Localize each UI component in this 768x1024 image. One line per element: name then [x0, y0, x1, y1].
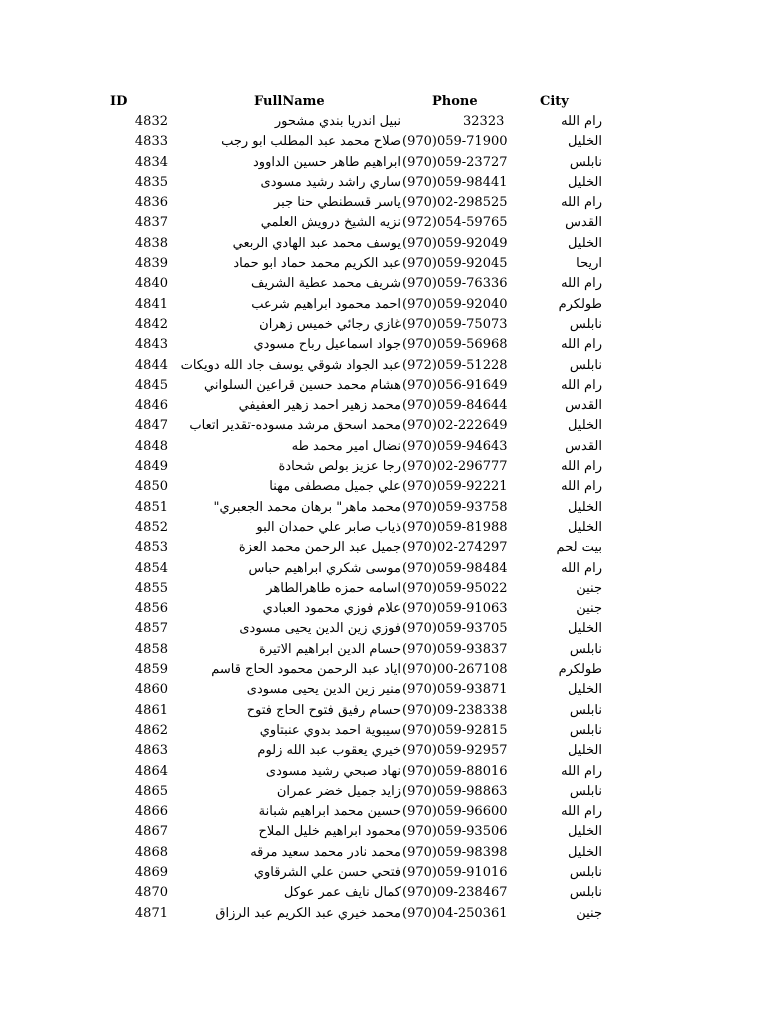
- table-row: [0, 559, 768, 579]
- cell-phone[interactable]: (970)059-84644: [402, 398, 508, 414]
- cell-phone[interactable]: (970)059-91016: [402, 864, 508, 880]
- cell-fullname[interactable]: حسين محمد ابراهيم شبانة: [258, 804, 401, 820]
- cell-city[interactable]: نابلس: [569, 702, 602, 718]
- cell-id[interactable]: 4848: [134, 438, 168, 454]
- cell-phone[interactable]: (970)09-238467: [402, 885, 508, 901]
- cell-city[interactable]: نابلس: [569, 885, 602, 901]
- cell-fullname[interactable]: ذياب صابر علي حمدان البو: [256, 519, 401, 535]
- cell-id[interactable]: 4835: [134, 174, 168, 190]
- cell-city[interactable]: الخليل: [567, 844, 602, 860]
- cell-phone[interactable]: (970)09-238338: [402, 702, 508, 718]
- table-row: [0, 619, 768, 639]
- cell-phone[interactable]: (970)059-95022: [402, 580, 508, 596]
- cell-id[interactable]: 4857: [134, 621, 168, 637]
- table-row: [0, 599, 768, 619]
- header-id[interactable]: ID: [110, 94, 128, 109]
- cell-phone[interactable]: (970)059-92040: [402, 296, 508, 312]
- cell-city[interactable]: الخليل: [567, 174, 602, 190]
- cell-id[interactable]: 4837: [134, 215, 168, 231]
- table-row: [0, 802, 768, 822]
- header-fullname[interactable]: FullName: [254, 94, 325, 109]
- cell-fullname[interactable]: محمد اسحق مرشد مسوده-تقدير اتعاب: [189, 418, 401, 434]
- cell-id[interactable]: 4852: [134, 519, 168, 535]
- cell-city[interactable]: الخليل: [567, 418, 602, 434]
- cell-id[interactable]: 4862: [134, 722, 168, 738]
- cell-city[interactable]: جنين: [576, 580, 602, 596]
- cell-city[interactable]: رام الله: [561, 276, 602, 292]
- cell-phone[interactable]: (970)059-75073: [402, 316, 508, 332]
- cell-id[interactable]: 4870: [134, 885, 168, 901]
- table-row: [0, 457, 768, 477]
- cell-fullname[interactable]: نضال امير محمد طه: [291, 438, 401, 454]
- cell-fullname[interactable]: جواد اسماعيل رباح مسودي: [253, 337, 401, 353]
- table-row: [0, 254, 768, 274]
- cell-fullname[interactable]: خيري يعقوب عبد الله زلوم: [257, 743, 401, 759]
- cell-fullname[interactable]: محمد ماهر" برهان محمد الجعبري": [213, 499, 401, 515]
- header-city[interactable]: City: [540, 94, 569, 109]
- cell-phone[interactable]: (970)059-93871: [402, 682, 508, 698]
- cell-phone[interactable]: (970)059-92045: [402, 256, 508, 272]
- cell-fullname[interactable]: فوزي زين الدين يحيى مسودى: [239, 621, 401, 637]
- cell-id[interactable]: 4841: [134, 296, 168, 312]
- cell-phone[interactable]: (970)059-93705: [402, 621, 508, 637]
- cell-id[interactable]: 4865: [134, 783, 168, 799]
- cell-fullname[interactable]: ياسر قسطنطي حنا جبر: [274, 195, 401, 211]
- cell-fullname[interactable]: محمد خيري عبد الكريم عبد الرزاق: [215, 905, 401, 921]
- table-row: [0, 295, 768, 315]
- cell-id[interactable]: 4859: [134, 662, 168, 678]
- cell-fullname[interactable]: موسى شكري ابراهيم حباس: [248, 560, 401, 576]
- cell-city[interactable]: الخليل: [567, 682, 602, 698]
- cell-phone[interactable]: (970)059-96600: [402, 804, 508, 820]
- cell-id[interactable]: 4844: [134, 357, 168, 373]
- cell-phone[interactable]: (970)059-81988: [402, 519, 508, 535]
- cell-id[interactable]: 4866: [134, 804, 168, 820]
- cell-city[interactable]: نابلس: [569, 722, 602, 738]
- table-row: [0, 396, 768, 416]
- cell-city[interactable]: نابلس: [569, 316, 602, 332]
- cell-city[interactable]: الخليل: [567, 134, 602, 150]
- table-row: [0, 721, 768, 741]
- cell-fullname[interactable]: زايد جميل خضر عمران: [276, 783, 401, 799]
- cell-city[interactable]: الخليل: [567, 621, 602, 637]
- cell-city[interactable]: القدس: [565, 398, 602, 414]
- table-row: [0, 579, 768, 599]
- cell-phone[interactable]: (970)059-92815: [402, 722, 508, 738]
- cell-id[interactable]: 4849: [134, 459, 168, 475]
- cell-city[interactable]: رام الله: [561, 459, 602, 475]
- cell-phone[interactable]: (970)059-98484: [402, 560, 508, 576]
- cell-city[interactable]: رام الله: [561, 337, 602, 353]
- header-row: [0, 92, 768, 112]
- cell-city[interactable]: نابلس: [569, 641, 602, 657]
- table-row: [0, 883, 768, 903]
- spreadsheet-table: [0, 92, 768, 924]
- cell-phone[interactable]: (970)059-93837: [402, 641, 508, 657]
- table-row: [0, 640, 768, 660]
- table-row: [0, 153, 768, 173]
- table-row: [0, 416, 768, 436]
- cell-fullname[interactable]: هشام محمد حسين قراعين السلواني: [204, 377, 401, 393]
- table-row: [0, 213, 768, 233]
- cell-id[interactable]: 4847: [134, 418, 168, 434]
- cell-fullname[interactable]: حسام الدين ابراهيم الاتيرة: [259, 641, 401, 657]
- cell-fullname[interactable]: نزيه الشيخ درويش العلمي: [260, 215, 401, 231]
- cell-fullname[interactable]: منير زين الدين يحيى مسودى: [246, 682, 401, 698]
- cell-phone[interactable]: (972)059-51228: [402, 357, 508, 373]
- cell-fullname[interactable]: جميل عبد الرحمن محمد العزة: [238, 540, 401, 556]
- table-row: [0, 437, 768, 457]
- cell-id[interactable]: 4840: [134, 276, 168, 292]
- cell-id[interactable]: 4843: [134, 337, 168, 353]
- cell-city[interactable]: رام الله: [561, 377, 602, 393]
- cell-city[interactable]: نابلس: [569, 783, 602, 799]
- table-row: [0, 863, 768, 883]
- cell-fullname[interactable]: محمد نادر محمد سعيد مرقه: [250, 844, 401, 860]
- table-body: [0, 112, 768, 924]
- table-row: [0, 173, 768, 193]
- cell-city[interactable]: جنين: [576, 601, 602, 617]
- cell-city[interactable]: رام الله: [561, 804, 602, 820]
- cell-city[interactable]: رام الله: [561, 560, 602, 576]
- table-row: [0, 498, 768, 518]
- cell-fullname[interactable]: احمد محمود ابراهيم شرعب: [251, 296, 401, 312]
- cell-fullname[interactable]: نهاد صبحي رشيد مسودى: [265, 763, 401, 779]
- table-row: [0, 132, 768, 152]
- table-row: [0, 274, 768, 294]
- cell-city[interactable]: بيت لحم: [556, 540, 602, 556]
- cell-id[interactable]: 4864: [134, 763, 168, 779]
- cell-fullname[interactable]: ساري راشد رشيد مسودى: [260, 174, 401, 190]
- cell-id[interactable]: 4868: [134, 844, 168, 860]
- cell-fullname[interactable]: سيبوية احمد بدوي عنبتاوي: [259, 722, 401, 738]
- cell-phone[interactable]: (970)059-94643: [402, 438, 508, 454]
- cell-fullname[interactable]: كمال نايف عمر عوكل: [283, 885, 401, 901]
- cell-id[interactable]: 4858: [134, 641, 168, 657]
- table-row: [0, 315, 768, 335]
- cell-phone[interactable]: (970)059-91063: [402, 601, 508, 617]
- cell-fullname[interactable]: اسامه حمزه طاهرالطاهر: [266, 580, 401, 596]
- cell-phone[interactable]: (970)02-298525: [402, 195, 508, 211]
- cell-phone[interactable]: (970)059-92049: [402, 235, 508, 251]
- table-row: [0, 782, 768, 802]
- cell-phone[interactable]: (970)059-92221: [402, 479, 508, 495]
- cell-fullname[interactable]: محمد زهير احمد زهير العفيفي: [238, 398, 401, 414]
- cell-fullname[interactable]: اياد عبد الرحمن محمود الحاج قاسم: [211, 662, 401, 678]
- cell-phone[interactable]: (970)02-296777: [402, 459, 508, 475]
- cell-city[interactable]: الخليل: [567, 824, 602, 840]
- cell-id[interactable]: 4838: [134, 235, 168, 251]
- cell-fullname[interactable]: صلاح محمد عبد المطلب ابو رجب: [221, 134, 401, 150]
- cell-id[interactable]: 4856: [134, 601, 168, 617]
- cell-id[interactable]: 4854: [134, 560, 168, 576]
- cell-id[interactable]: 4833: [134, 134, 168, 150]
- cell-phone[interactable]: (972)054-59765: [402, 215, 508, 231]
- cell-phone[interactable]: (970)056-91649: [402, 377, 508, 393]
- table-row: [0, 234, 768, 254]
- cell-phone[interactable]: (970)059-23727: [402, 154, 508, 170]
- table-row: [0, 701, 768, 721]
- cell-id[interactable]: 4851: [134, 499, 168, 515]
- cell-city[interactable]: نابلس: [569, 357, 602, 373]
- cell-city[interactable]: الخليل: [567, 519, 602, 535]
- cell-fullname[interactable]: فتحي حسن علي الشرقاوي: [253, 864, 401, 880]
- cell-fullname[interactable]: عبد الجواد شوقي يوسف جاد الله دويكات: [180, 357, 401, 373]
- cell-id[interactable]: 4867: [134, 824, 168, 840]
- cell-city[interactable]: رام الله: [561, 479, 602, 495]
- cell-id[interactable]: 4832: [134, 114, 168, 129]
- cell-fullname[interactable]: غازي رجائي خميس زهران: [259, 316, 401, 332]
- table-row: [0, 660, 768, 680]
- table-row: [0, 193, 768, 213]
- cell-id[interactable]: 4836: [134, 195, 168, 211]
- cell-phone[interactable]: (970)059-98863: [402, 783, 508, 799]
- cell-city[interactable]: نابلس: [569, 864, 602, 880]
- header-phone[interactable]: Phone: [432, 94, 478, 109]
- cell-fullname[interactable]: شريف محمد عطية الشريف: [251, 276, 401, 292]
- cell-id[interactable]: 4855: [134, 580, 168, 596]
- cell-phone[interactable]: (970)059-76336: [402, 276, 508, 292]
- cell-phone[interactable]: (970)04-250361: [402, 905, 508, 921]
- cell-fullname[interactable]: ابراهيم طاهر حسين الداوود: [253, 154, 401, 170]
- cell-city[interactable]: الخليل: [567, 743, 602, 759]
- cell-city[interactable]: نابلس: [569, 154, 602, 170]
- cell-id[interactable]: 4869: [134, 864, 168, 880]
- table-row: [0, 762, 768, 782]
- table-row: [0, 376, 768, 396]
- cell-fullname[interactable]: محمود ابراهيم خليل الملاح: [258, 824, 401, 840]
- cell-id[interactable]: 4846: [134, 398, 168, 414]
- cell-phone[interactable]: (970)02-222649: [402, 418, 508, 434]
- table-row: [0, 822, 768, 842]
- cell-city[interactable]: الخليل: [567, 235, 602, 251]
- cell-fullname[interactable]: علام فوزي محمود العبادي: [262, 601, 401, 617]
- cell-id[interactable]: 4850: [134, 479, 168, 495]
- cell-city[interactable]: رام الله: [561, 195, 602, 211]
- cell-id[interactable]: 4871: [134, 905, 168, 921]
- cell-fullname[interactable]: حسام رفيق فتوح الحاج فتوح: [246, 702, 401, 718]
- cell-fullname[interactable]: نبيل اندريا بندي مشحور: [274, 114, 401, 129]
- cell-id[interactable]: 4845: [134, 377, 168, 393]
- cell-phone[interactable]: (970)02-274297: [402, 540, 508, 556]
- table-row: [0, 680, 768, 700]
- cell-city[interactable]: القدس: [565, 215, 602, 231]
- cell-city[interactable]: القدس: [565, 438, 602, 454]
- table-row: [0, 112, 768, 132]
- cell-city[interactable]: جنين: [576, 905, 602, 921]
- table-row: [0, 538, 768, 558]
- table-row: [0, 904, 768, 924]
- table-row: [0, 518, 768, 538]
- cell-phone[interactable]: (970)059-93758: [402, 499, 508, 515]
- cell-fullname[interactable]: رجا عزيز بولص شحادة: [278, 459, 401, 475]
- cell-city[interactable]: اريحا: [576, 256, 602, 272]
- cell-phone[interactable]: (970)059-98441: [402, 174, 508, 190]
- cell-id[interactable]: 4842: [134, 316, 168, 332]
- cell-phone[interactable]: (970)059-88016: [402, 763, 508, 779]
- cell-city[interactable]: طولكرم: [558, 296, 602, 312]
- table-row: [0, 356, 768, 376]
- cell-phone[interactable]: (970)059-92957: [402, 743, 508, 759]
- table-row: [0, 477, 768, 497]
- cell-id[interactable]: 4863: [134, 743, 168, 759]
- cell-city[interactable]: الخليل: [567, 499, 602, 515]
- cell-phone[interactable]: (970)00-267108: [402, 662, 508, 678]
- cell-city[interactable]: رام الله: [561, 763, 602, 779]
- cell-fullname[interactable]: يوسف محمد عبد الهادي الربعي: [232, 235, 401, 251]
- cell-fullname[interactable]: عبد الكريم محمد حماد ابو حماد: [233, 256, 401, 272]
- cell-id[interactable]: 4853: [134, 540, 168, 556]
- table-row: [0, 741, 768, 761]
- table-row: [0, 843, 768, 863]
- cell-phone[interactable]: (970)059-71900: [402, 134, 508, 150]
- cell-city[interactable]: طولكرم: [558, 662, 602, 678]
- table-row: [0, 335, 768, 355]
- cell-phone[interactable]: (970)059-56968: [402, 337, 508, 353]
- cell-id[interactable]: 4839: [134, 256, 168, 272]
- cell-phone[interactable]: (970)059-93506: [402, 824, 508, 840]
- cell-id[interactable]: 4860: [134, 682, 168, 698]
- cell-id[interactable]: 4861: [134, 702, 168, 718]
- cell-phone[interactable]: 32323: [463, 114, 505, 129]
- cell-id[interactable]: 4834: [134, 154, 168, 170]
- cell-city[interactable]: رام الله: [561, 114, 602, 129]
- cell-fullname[interactable]: علي جميل مصطفى مهنا: [269, 479, 401, 495]
- cell-phone[interactable]: (970)059-98398: [402, 844, 508, 860]
